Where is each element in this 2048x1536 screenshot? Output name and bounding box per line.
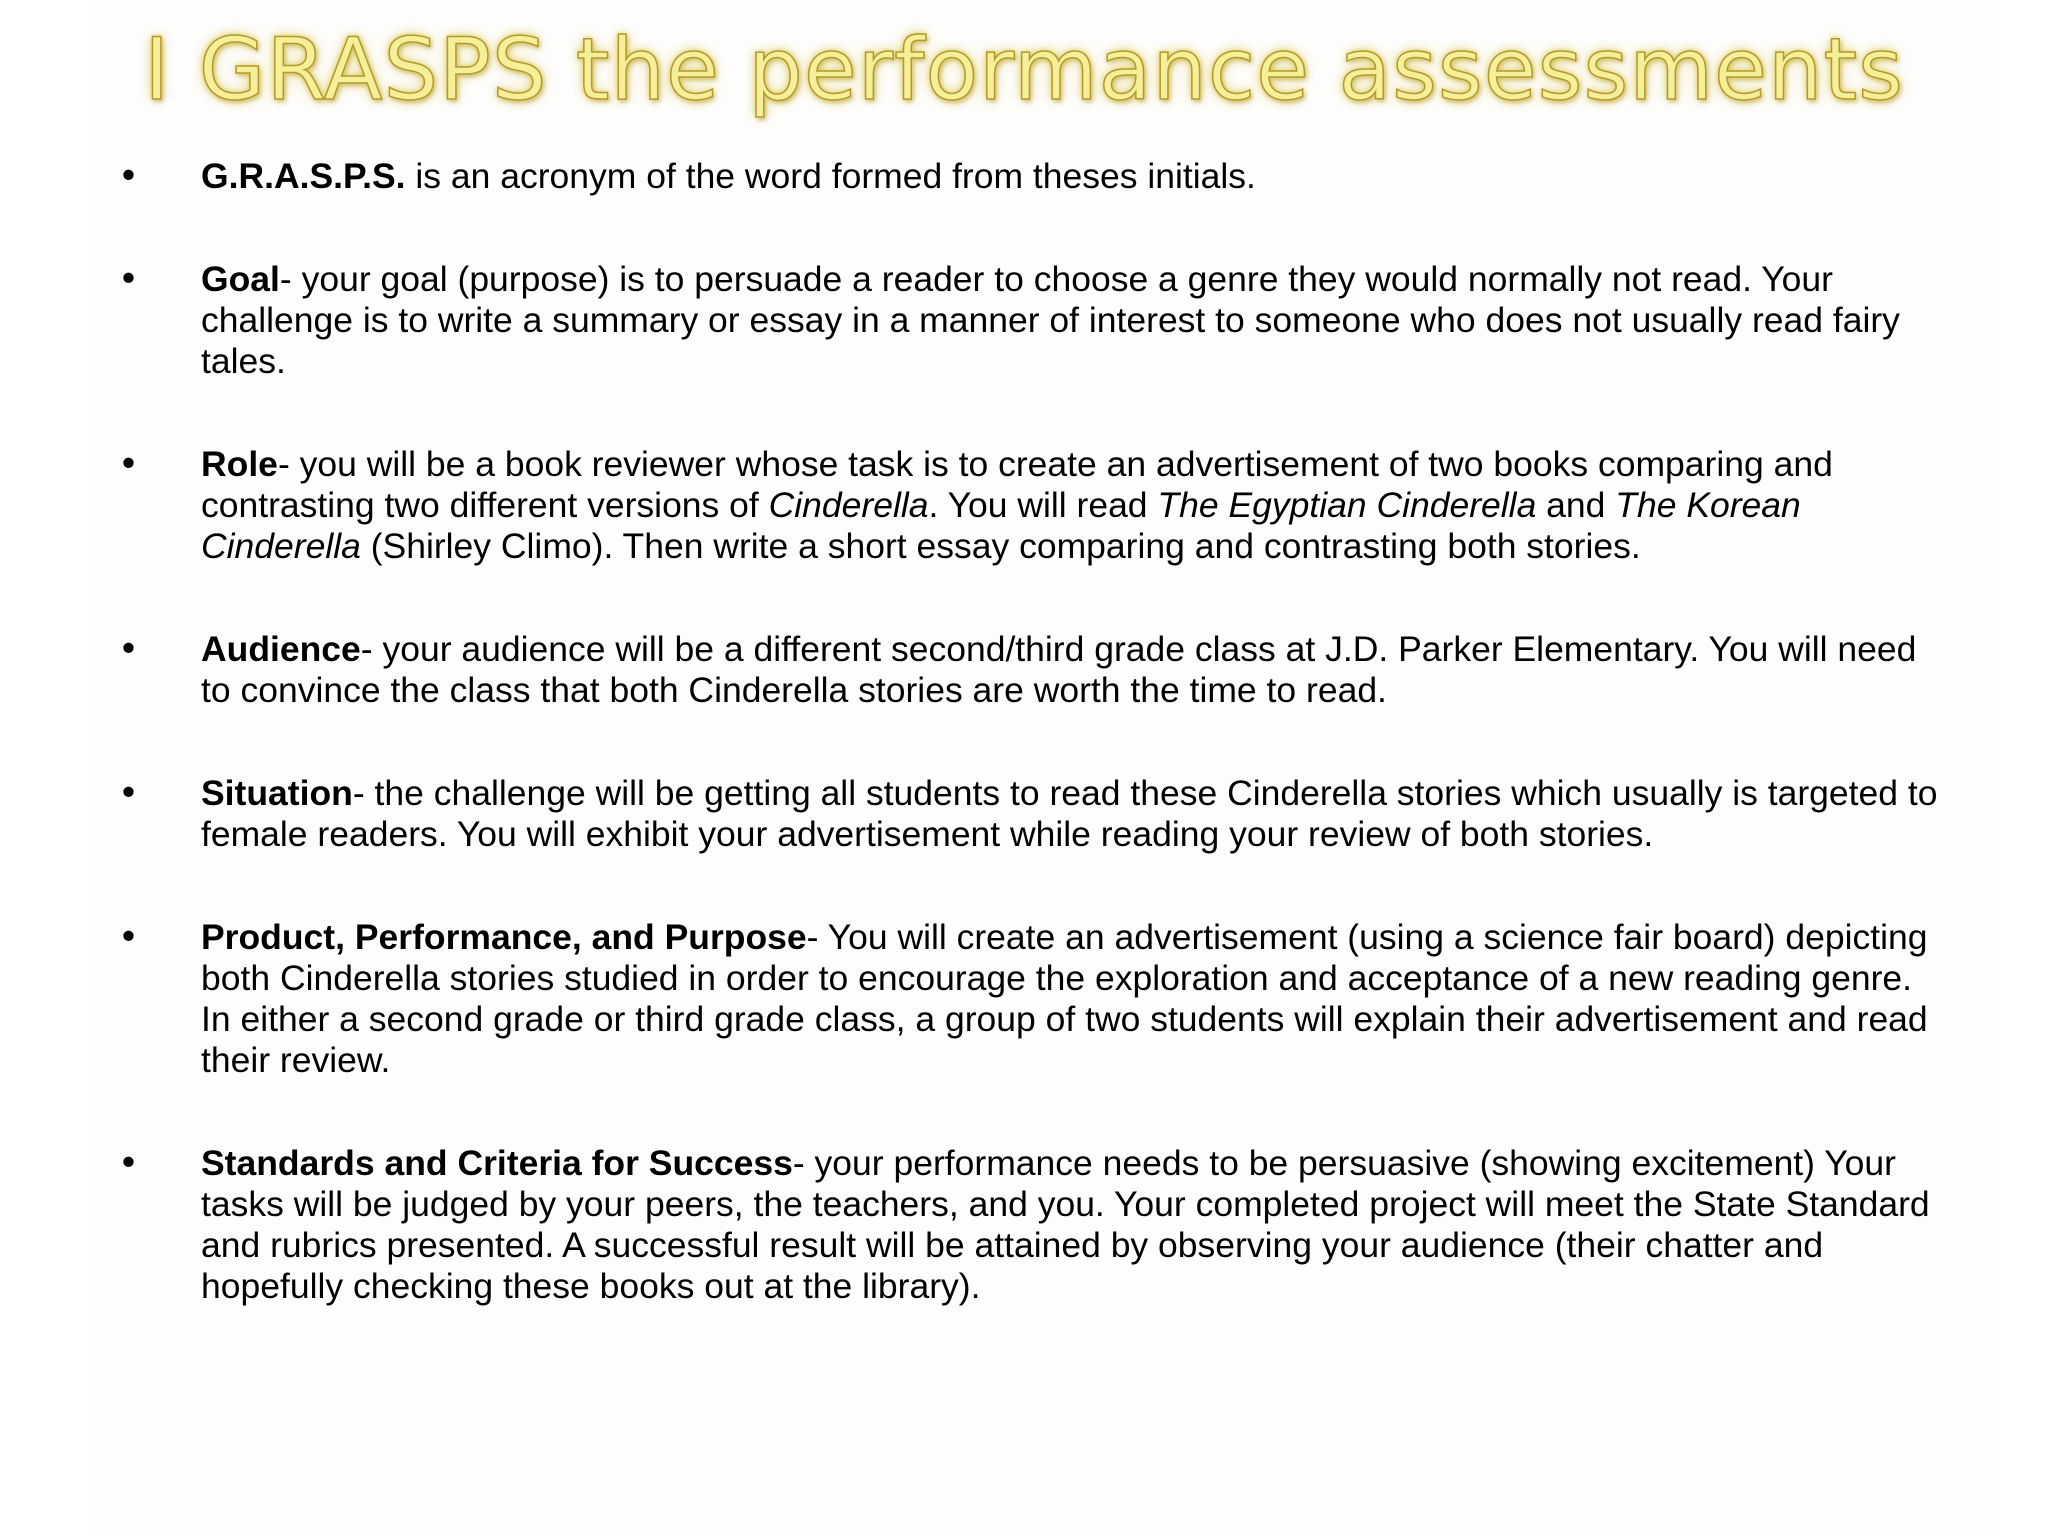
bullet-icon: •: [118, 259, 139, 300]
bullet-text: - your performance needs to be persuasive (showing excitement) Your tasks will be judged by your peers, the teachers, and you. Your completed project will meet the State Standard and rubrics presented. A successful result will be attained by observing your audience (their chatter and hopefully checking these books out at the library).: [201, 1143, 1930, 1306]
bullet-term: G.R.A.S.P.S.: [201, 156, 406, 196]
book-title: The Egyptian Cinderella: [1157, 485, 1537, 525]
bullet-term: Role: [201, 444, 278, 484]
bullet-icon: •: [118, 1143, 139, 1184]
bullet-term: Product, Performance, and Purpose: [201, 917, 807, 957]
bullet-icon: •: [118, 444, 139, 485]
bullet-text: - your goal (purpose) is to persuade a reader to choose a genre they would normally not read. Your challenge is to write a summary or essay in a manner of interest to someone who does not usually read fairy tales.: [201, 259, 1900, 381]
bullet-item-standards: [118, 1143, 1948, 1307]
bullet-text: - You will create an advertisement (using a science fair board) depicting both Cinderella stories studied in order to encourage the exploration and acceptance of a new reading genre. In either a second grade or third grade class, a group of two students will explain their advertisement and read their review.: [201, 917, 1928, 1080]
bullet-icon: •: [118, 156, 139, 197]
bullet-text: is an acronym of the word formed from theses initials.: [405, 156, 1256, 196]
bullet-item-product: [118, 917, 1948, 1081]
book-title: The Korean Cinderella: [201, 485, 1801, 566]
bullet-icon: •: [118, 629, 139, 670]
bullet-text: - you will be a book reviewer whose task is to create an advertisement of two books comparing and contrasting two different versions of: [201, 444, 1833, 525]
bullet-item-grasps: [118, 156, 1948, 197]
bullet-text: - the challenge will be getting all students to read these Cinderella stories which usually is targeted to female readers. You will exhibit your advertisement while reading your review of both stories.: [201, 773, 1938, 854]
slide-title: I GRASPS the performance assessments: [144, 20, 1904, 120]
bullet-item-situation: [118, 773, 1948, 855]
bullet-item-goal: [118, 259, 1948, 382]
bullet-text: . You will read: [928, 485, 1158, 525]
bullet-icon: •: [118, 773, 139, 814]
bullet-icon: •: [118, 917, 139, 958]
bullet-term: Standards and Criteria for Success: [201, 1143, 793, 1183]
bullet-text: (Shirley Climo). Then write a short essay comparing and contrasting both stories.: [360, 526, 1641, 566]
bullet-item-audience: [118, 629, 1948, 711]
bullet-term: Goal: [201, 259, 280, 299]
bullet-term: Situation: [201, 773, 353, 813]
bullet-text: - your audience will be a different second/third grade class at J.D. Parker Elementary. You will need to convince the class that both Cinderella stories are worth the time to read.: [201, 629, 1917, 710]
bullet-item-role: [118, 444, 1948, 567]
bullet-term: Audience: [201, 629, 361, 669]
book-title: Cinderella: [768, 485, 929, 525]
bullet-text: and: [1536, 485, 1616, 525]
bullet-list: [118, 156, 1948, 1369]
